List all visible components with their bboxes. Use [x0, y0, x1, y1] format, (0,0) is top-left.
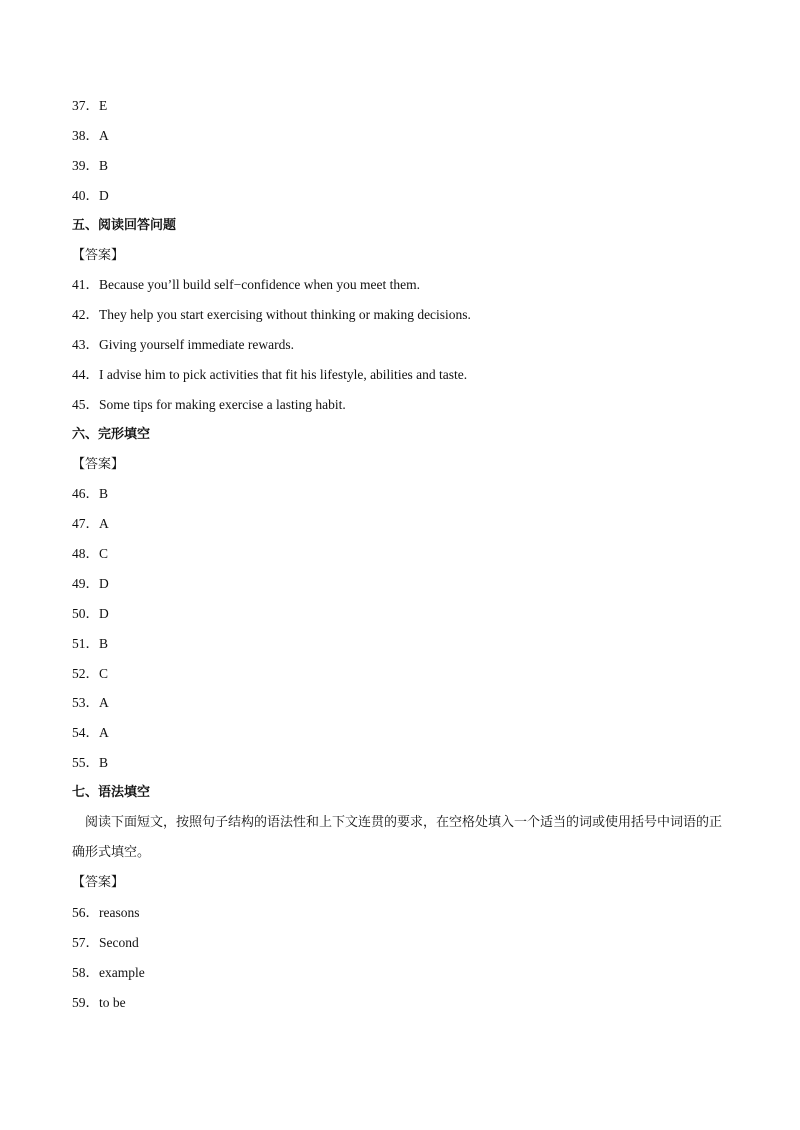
answer-text: Some tips for making exercise a lasting habit. — [99, 397, 346, 412]
question-number: 39． — [72, 158, 99, 173]
answer-line-56 — [72, 903, 740, 923]
question-number: 45． — [72, 397, 99, 412]
question-number: 57． — [72, 935, 99, 950]
question-number: 37． — [72, 98, 99, 113]
answer-line-41 — [72, 275, 740, 295]
answer-line-49 — [72, 574, 740, 594]
answer-line-37 — [72, 96, 740, 116]
answer-text: B — [99, 158, 109, 173]
answer-text: They help you start exercising without thinking or making decisions. — [99, 307, 471, 322]
question-number: 53． — [72, 695, 99, 710]
answer-line-58 — [72, 963, 740, 983]
question-number: 52． — [72, 666, 99, 681]
answer-text: D — [99, 576, 109, 591]
answer-text: B — [99, 486, 109, 501]
question-number: 41． — [72, 277, 99, 292]
answer-line-43 — [72, 335, 740, 355]
question-number: 55． — [72, 755, 99, 770]
answer-text: E — [99, 98, 108, 113]
answer-line-51 — [72, 634, 740, 654]
question-number: 46． — [72, 486, 99, 501]
answer-text: D — [99, 606, 109, 621]
section-heading-cloze: 六、完形填空 — [72, 427, 151, 442]
answer-text: Because you’ll build self−confidence when you meet them. — [99, 277, 421, 292]
answer-text: A — [99, 725, 109, 740]
answer-line-59 — [72, 993, 740, 1013]
question-number: 42． — [72, 307, 99, 322]
question-number: 54． — [72, 725, 99, 740]
answer-text: A — [99, 516, 109, 531]
section-heading-reading: 五、阅读回答问题 — [72, 218, 177, 233]
answer-line-48 — [72, 544, 740, 564]
answer-text: B — [99, 755, 109, 770]
answer-tag: 【答案】 — [72, 248, 125, 263]
answer-text: A — [99, 128, 109, 143]
answer-line-53 — [72, 693, 740, 713]
question-number: 38． — [72, 128, 99, 143]
question-number: 50． — [72, 606, 99, 621]
answer-line-47 — [72, 514, 740, 534]
question-number: 47． — [72, 516, 99, 531]
answer-text: I advise him to pick activities that fit his lifestyle, abilities and taste. — [99, 367, 468, 382]
question-number: 56． — [72, 905, 99, 920]
answer-line-46 — [72, 484, 740, 504]
answer-text: to be — [99, 995, 126, 1010]
question-number: 43． — [72, 337, 99, 352]
section-heading-grammar: 七、语法填空 — [72, 785, 151, 800]
answer-line-40 — [72, 186, 740, 206]
answer-text: B — [99, 636, 109, 651]
answer-line-57 — [72, 933, 740, 953]
answer-line-52 — [72, 664, 740, 684]
answer-tag: 【答案】 — [72, 875, 125, 890]
answer-text: Second — [99, 935, 139, 950]
answer-line-50 — [72, 604, 740, 624]
answer-text: Giving yourself immediate rewards. — [99, 337, 294, 352]
answer-text: D — [99, 188, 109, 203]
answer-text: C — [99, 546, 109, 561]
answer-text: example — [99, 965, 145, 980]
answer-line-55 — [72, 753, 740, 773]
answer-line-44 — [72, 365, 740, 385]
answer-text: C — [99, 666, 109, 681]
question-number: 48． — [72, 546, 99, 561]
question-number: 40． — [72, 188, 99, 203]
answer-text: A — [99, 695, 109, 710]
section-instruction: 阅读下面短文，按照句子结构的语法性和上下文连贯的要求，在空格处填入一个适当的词或使用括号中词语的正确形式填空。 — [72, 815, 723, 860]
answer-line-39 — [72, 156, 740, 176]
answer-line-42 — [72, 305, 740, 325]
question-number: 59． — [72, 995, 99, 1010]
question-number: 51． — [72, 636, 99, 651]
answer-text: reasons — [99, 905, 140, 920]
answer-tag: 【答案】 — [72, 457, 125, 472]
answer-line-45 — [72, 395, 740, 415]
answer-line-54 — [72, 723, 740, 743]
question-number: 58． — [72, 965, 99, 980]
answer-line-38 — [72, 126, 740, 146]
question-number: 49． — [72, 576, 99, 591]
question-number: 44． — [72, 367, 99, 382]
